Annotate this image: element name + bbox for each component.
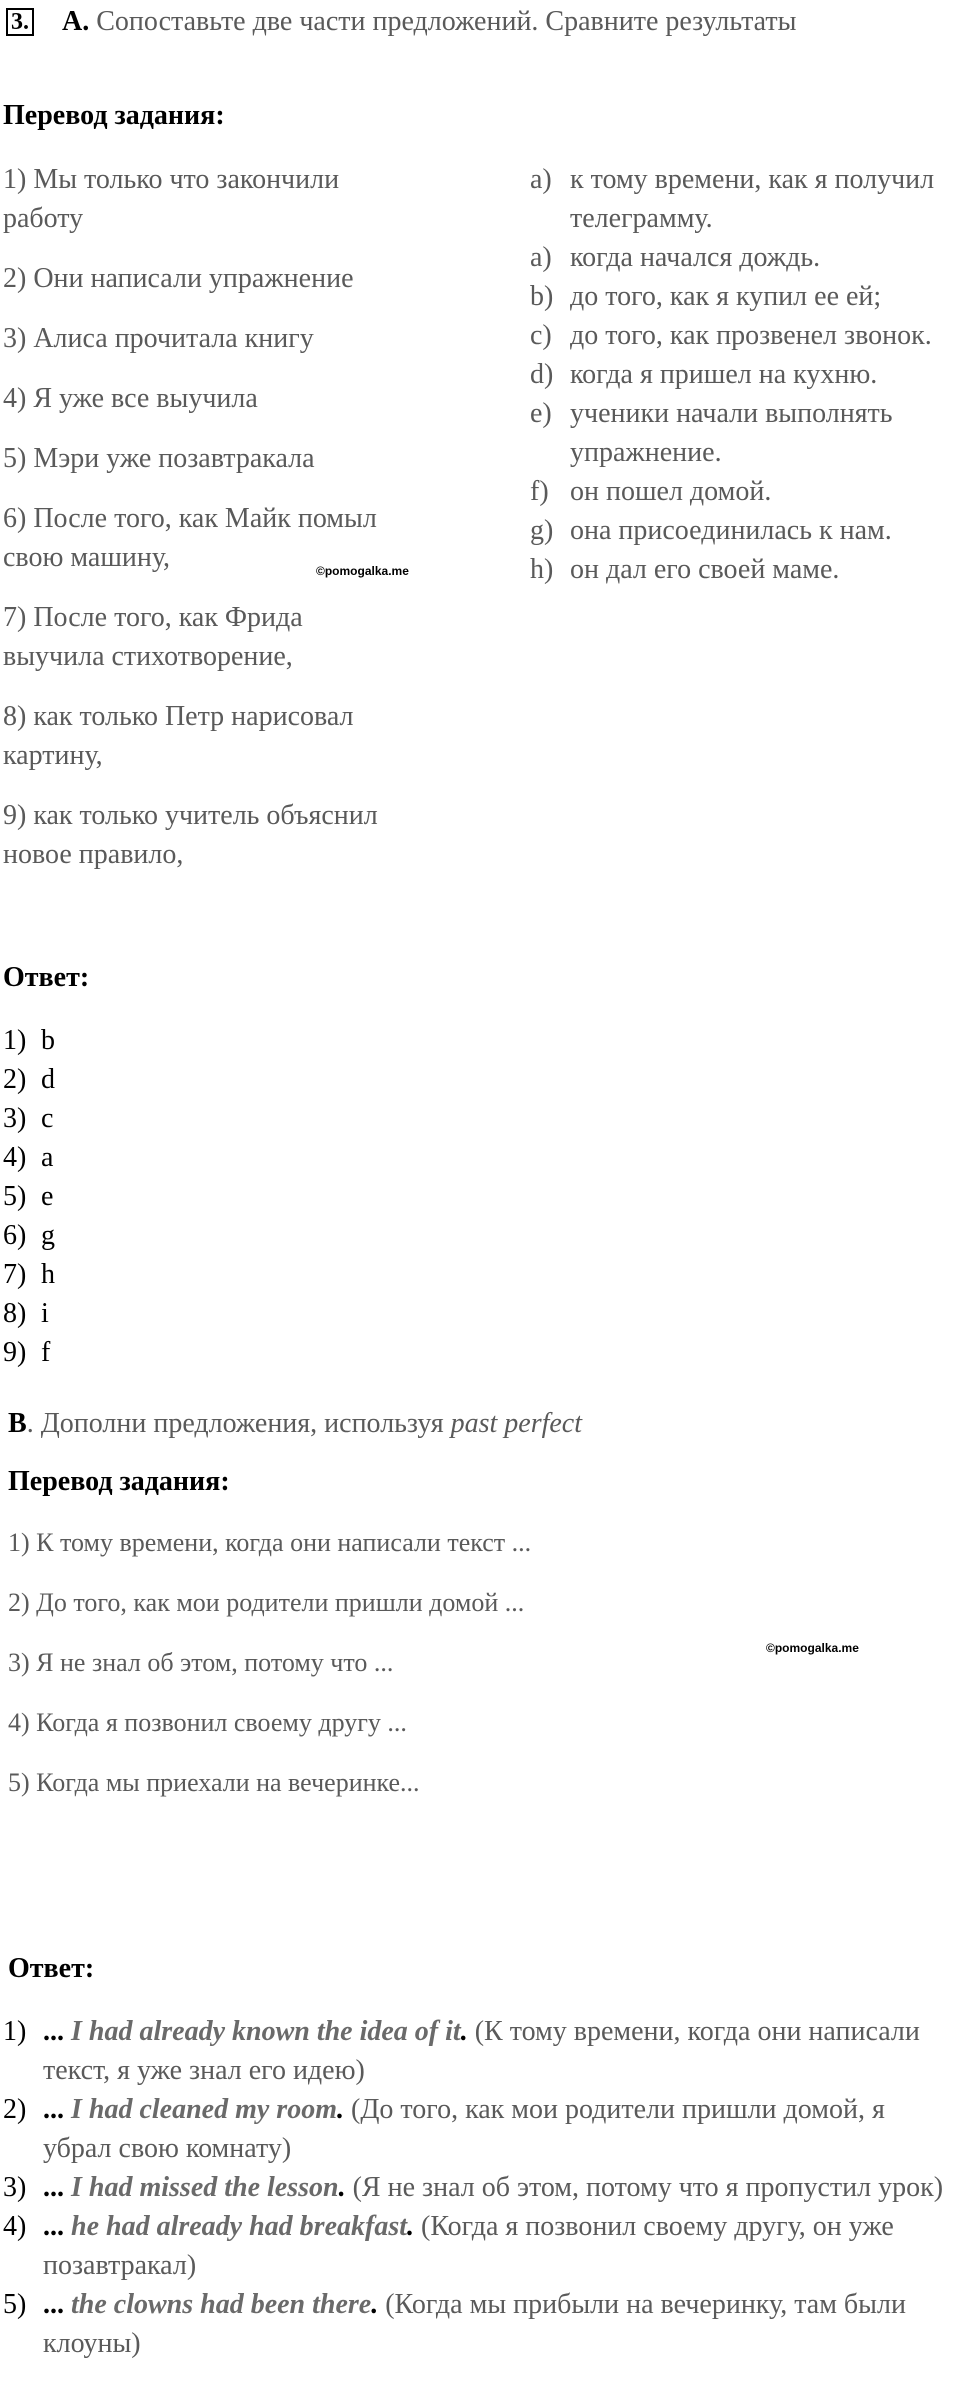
right-item-a1 (530, 160, 960, 238)
answer-val: i (41, 1298, 49, 1329)
left-item-7: 7) После того, как Фрида выучила стихотворение, (3, 602, 303, 672)
right-item-text: когда начался дождь. (570, 242, 821, 273)
task-b-item-4: 4) Когда я позвонил своему другу ... (8, 1708, 407, 1737)
answer-row (3, 1138, 55, 1177)
b-answer-dots: ... (43, 2172, 64, 2203)
answer-num: 1) (3, 1025, 27, 1056)
right-item-g (530, 511, 960, 550)
task-b-list (8, 1525, 531, 1825)
b-answer-english: I had missed the lesson (71, 2172, 339, 2203)
right-item-text: он пошел домой. (570, 476, 772, 507)
right-item-letter: a) (530, 164, 552, 195)
right-item-e (530, 394, 960, 472)
right-item-text: ученики начали выполнять упражнение. (570, 398, 893, 468)
b-answer-num: 5) (3, 2289, 27, 2320)
task-a-title (62, 2, 796, 42)
answer-heading-a: Ответ: (3, 962, 90, 993)
right-item-letter: g) (530, 515, 554, 546)
b-answer-row (3, 2207, 953, 2285)
b-answer-translation: (Когда мы прибыли на вечеринку, там были клоуны) (43, 2289, 906, 2359)
right-column (530, 160, 960, 589)
answer-num: 4) (3, 1142, 27, 1173)
b-answer-num: 3) (3, 2172, 27, 2203)
task-b-letter: B (8, 1408, 27, 1439)
answer-row (3, 1099, 55, 1138)
b-answer-translation: (Когда я позвонил своему другу, он уже позавтракал) (43, 2211, 894, 2281)
right-item-d (530, 355, 960, 394)
answer-num: 6) (3, 1220, 27, 1251)
right-item-a2 (530, 238, 960, 277)
right-item-letter: b) (530, 281, 554, 312)
answer-num: 2) (3, 1064, 27, 1095)
b-answer-text: ... I had cleaned my room. (До того, как мои родители пришли домой, я убрал свою комнату) (43, 2094, 885, 2164)
answer-num: 5) (3, 1181, 27, 1212)
task-b-title (8, 1404, 582, 1444)
right-item-b (530, 277, 960, 316)
b-answer-row (3, 2090, 953, 2168)
watermark-1: ©pomogalka.me (316, 564, 409, 578)
right-item-letter: a) (530, 242, 552, 273)
right-item-text: до того, как я купил ее ей; (570, 281, 882, 312)
left-item-2: 2) Они написали упражнение (3, 263, 354, 294)
answer-val: h (41, 1259, 55, 1290)
watermark-2: ©pomogalka.me (766, 1641, 859, 1655)
b-answer-translation: (Я не знал об этом, потому что я пропустил урок) (345, 2172, 944, 2203)
task-a-letter: A. (62, 6, 90, 37)
b-answer-english: I had cleaned my room (71, 2094, 337, 2125)
left-item-5: 5) Мэри уже позавтракала (3, 443, 315, 474)
answer-heading-b: Ответ: (8, 1953, 95, 1984)
answer-row (3, 1177, 55, 1216)
task-a-title-text: Сопоставьте две части предложений. Сравните результаты (96, 6, 797, 37)
task-b-item-5: 5) Когда мы приехали на вечеринке... (8, 1768, 420, 1797)
task-b-item-1: 1) К тому времени, когда они написали текст ... (8, 1528, 532, 1557)
b-answer-text: ... the clowns had been there. (Когда мы прибыли на вечеринку, там были клоуны) (43, 2289, 906, 2359)
b-answer-dots: ... (43, 2289, 64, 2320)
b-answer-dots: ... (43, 2016, 64, 2047)
answer-num: 7) (3, 1259, 27, 1290)
b-answer-text: ... I had already known the idea of it. (К тому времени, когда они написали текст, я уже знал его идею) (43, 2016, 920, 2086)
b-answer-english: I had already known the idea of it (71, 2016, 461, 2047)
right-item-letter: e) (530, 398, 552, 429)
answer-row (3, 1021, 55, 1060)
answer-num: 8) (3, 1298, 27, 1329)
b-answer-text: ... I had missed the lesson. (Я не знал об этом, потому что я пропустил урок) (43, 2172, 944, 2203)
answer-val: a (41, 1142, 54, 1173)
right-item-text: он дал его своей маме. (570, 554, 840, 585)
translation-heading-a: Перевод задания: (3, 100, 225, 131)
left-item-6: 6) После того, как Майк помыл свою машину, (3, 503, 377, 573)
left-item-3: 3) Алиса прочитала книгу (3, 323, 314, 354)
answer-val: d (41, 1064, 55, 1095)
task-b-title-text: . Дополни предложения, используя (26, 1408, 451, 1439)
right-item-c (530, 316, 960, 355)
right-item-letter: f) (530, 476, 549, 507)
right-item-text: когда я пришел на кухню. (570, 359, 878, 390)
b-answer-row (3, 2285, 953, 2363)
task-b-title-italic: past perfect (450, 1408, 583, 1439)
b-answer-translation: (До того, как мои родители пришли домой, я убрал свою комнату) (43, 2094, 885, 2164)
b-answer-text: ... he had already had breakfast. (Когда я позвонил своему другу, он уже позавтракал) (43, 2211, 894, 2281)
answer-val: b (41, 1025, 55, 1056)
b-answer-translation: (К тому времени, когда они написали текст, я уже знал его идею) (43, 2016, 920, 2086)
b-answer-num: 2) (3, 2094, 27, 2125)
b-answer-row (3, 2168, 953, 2207)
answer-row (3, 1333, 55, 1372)
right-item-f (530, 472, 960, 511)
task-b-item-3: 3) Я не знал об этом, потому что ... (8, 1648, 394, 1677)
answer-num: 3) (3, 1103, 27, 1134)
right-item-text: она присоединилась к нам. (570, 515, 892, 546)
task-b-item-2: 2) До того, как мои родители пришли домой ... (8, 1588, 525, 1617)
task-b-answers (3, 2012, 953, 2363)
b-answer-row (3, 2012, 953, 2090)
right-item-text: до того, как прозвенел звонок. (570, 320, 932, 351)
answer-val: e (41, 1181, 54, 1212)
answer-val: g (41, 1220, 55, 1251)
b-answer-num: 1) (3, 2016, 27, 2047)
right-item-h (530, 550, 960, 589)
right-item-letter: c) (530, 320, 552, 351)
b-answer-english: he had already had breakfast (71, 2211, 407, 2242)
right-item-letter: d) (530, 359, 554, 390)
answers-a-list (3, 1021, 55, 1372)
task-number-box: 3. (6, 8, 34, 36)
b-answer-dots: ... (43, 2211, 64, 2242)
answer-row (3, 1255, 55, 1294)
left-item-1: 1) Мы только что закончили работу (3, 164, 340, 234)
answer-val: f (41, 1337, 51, 1368)
answer-row (3, 1294, 55, 1333)
b-answer-dots: ... (43, 2094, 64, 2125)
translation-heading-b: Перевод задания: (8, 1466, 230, 1497)
answer-row (3, 1216, 55, 1255)
b-answer-num: 4) (3, 2211, 27, 2242)
b-answer-english: the clowns had been there (71, 2289, 372, 2320)
right-item-text: к тому времени, как я получил телеграмму. (570, 164, 935, 234)
left-item-8: 8) как только Петр нарисовал картину, (3, 701, 354, 771)
right-item-letter: h) (530, 554, 554, 585)
answer-val: c (41, 1103, 54, 1134)
answer-row (3, 1060, 55, 1099)
left-column (3, 160, 423, 895)
left-item-4: 4) Я уже все выучила (3, 383, 258, 414)
left-item-9: 9) как только учитель объяснил новое правило, (3, 800, 378, 870)
answer-num: 9) (3, 1337, 27, 1368)
